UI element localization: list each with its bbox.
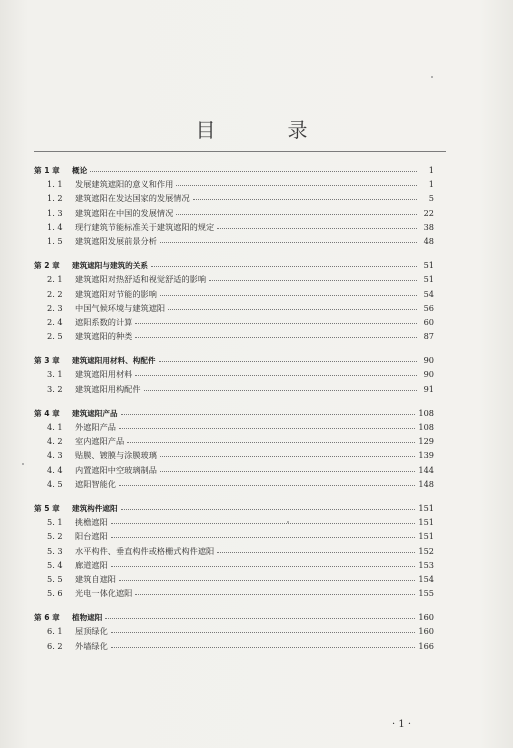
section-number: 4. 2 xyxy=(47,436,63,447)
page-ref: 54 xyxy=(423,288,434,299)
page-ref: 1 xyxy=(428,165,434,175)
dot-leader xyxy=(176,210,417,215)
page-ref: 1 xyxy=(428,179,434,190)
dot-leader xyxy=(119,576,415,581)
section-number: 6. 1 xyxy=(47,626,63,637)
page-ref: 56 xyxy=(423,302,434,313)
dot-leader xyxy=(217,548,415,553)
dot-leader xyxy=(151,262,417,267)
section-title: 光电一体化遮阳 xyxy=(75,588,133,599)
dot-leader xyxy=(159,357,417,362)
section-entry[interactable] xyxy=(34,382,434,396)
dot-leader xyxy=(119,481,415,486)
section-entry[interactable] xyxy=(34,272,434,286)
page-ref: 48 xyxy=(423,235,434,246)
chapter-title: 建筑构件遮阳 xyxy=(72,503,118,513)
page-ref: 22 xyxy=(423,207,434,218)
section-title: 现行建筑节能标准关于建筑遮阳的规定 xyxy=(75,221,215,232)
section-entry[interactable] xyxy=(34,234,434,248)
section-entry[interactable] xyxy=(34,287,434,301)
dot-leader xyxy=(160,467,415,472)
section-number: 5. 1 xyxy=(47,517,63,528)
page-ref: 155 xyxy=(418,588,434,599)
section-title: 建筑遮阳在中国的发展情况 xyxy=(75,207,174,218)
dot-leader xyxy=(135,371,417,376)
section-title: 屋顶绿化 xyxy=(75,626,108,637)
page-ref: 108 xyxy=(418,407,434,418)
section-title: 遮阳智能化 xyxy=(75,478,116,489)
chapter-number: 第 3 章 xyxy=(34,356,60,366)
dot-leader xyxy=(135,590,415,595)
page-ref: 151 xyxy=(418,502,434,513)
section-title: 阳台遮阳 xyxy=(75,531,108,542)
dot-leader xyxy=(119,424,415,429)
page-ref: 153 xyxy=(418,559,434,570)
section-title: 外墙绿化 xyxy=(75,640,108,651)
chapter-title: 建筑遮阳与建筑的关系 xyxy=(72,261,148,271)
table-of-contents xyxy=(34,163,434,663)
page-title: 目 录 xyxy=(195,118,334,142)
dot-leader xyxy=(193,195,417,200)
section-title: 建筑遮阳对节能的影响 xyxy=(75,288,157,299)
section-number: 2. 2 xyxy=(47,288,63,299)
section-entry[interactable] xyxy=(34,558,434,572)
dot-leader xyxy=(135,333,417,338)
dot-leader xyxy=(90,167,417,172)
page-ref: 166 xyxy=(418,640,434,651)
section-title: 建筑自遮阳 xyxy=(75,573,116,584)
section-entry[interactable] xyxy=(34,329,434,343)
page-ref: 91 xyxy=(423,383,434,394)
section-entry[interactable] xyxy=(34,477,434,491)
chapter-title: 植物遮阳 xyxy=(72,613,103,623)
section-entry[interactable] xyxy=(34,301,434,315)
section-entry[interactable] xyxy=(34,420,434,434)
section-number: 2. 3 xyxy=(47,302,63,313)
chapter-block xyxy=(34,163,434,248)
chapter-block xyxy=(34,501,434,600)
section-entry[interactable] xyxy=(34,434,434,448)
page-ref: 160 xyxy=(418,626,434,637)
dot-leader xyxy=(144,386,417,391)
paper-speck xyxy=(22,463,24,465)
chapter-number: 第 1 章 xyxy=(34,166,60,175)
section-title: 建筑遮阳对热舒适和视觉舒适的影响 xyxy=(75,274,207,285)
page-ref: 151 xyxy=(418,517,434,528)
dot-leader xyxy=(111,643,416,648)
section-number: 5. 2 xyxy=(47,531,63,542)
page-ref: 60 xyxy=(423,316,434,327)
section-entry[interactable] xyxy=(34,624,434,638)
dot-leader xyxy=(135,319,417,324)
section-entry[interactable] xyxy=(34,463,434,477)
section-number: 2. 1 xyxy=(47,274,63,285)
section-number: 3. 2 xyxy=(47,383,63,394)
section-number: 1. 5 xyxy=(47,235,63,246)
section-title: 建筑遮阳用构配件 xyxy=(75,383,141,394)
dot-leader xyxy=(111,519,416,524)
section-title: 建筑遮阳用材料 xyxy=(75,369,133,380)
dot-leader xyxy=(121,410,416,415)
chapter-title: 概论 xyxy=(72,166,88,175)
chapter-number: 第 2 章 xyxy=(34,261,60,271)
page-ref: 160 xyxy=(418,612,434,623)
section-entry[interactable] xyxy=(34,367,434,381)
page-ref: 154 xyxy=(418,573,434,584)
section-title: 水平构件、垂直构件或格栅式构件遮阳 xyxy=(75,545,215,556)
section-number: 5. 5 xyxy=(47,573,63,584)
chapter-block xyxy=(34,353,434,396)
section-entry[interactable] xyxy=(34,639,434,653)
section-title: 内置遮阳中空玻璃制品 xyxy=(75,464,157,475)
dot-leader xyxy=(111,533,416,538)
chapter-block xyxy=(34,258,434,343)
page-ref: 129 xyxy=(418,436,434,447)
section-title: 廊道遮阳 xyxy=(75,559,108,570)
section-number: 4. 3 xyxy=(47,450,63,461)
section-title: 贴膜、镀膜与涂膜玻璃 xyxy=(75,450,157,461)
page-ref: 152 xyxy=(418,545,434,556)
section-number: 6. 2 xyxy=(47,640,63,651)
page-ref: 151 xyxy=(418,531,434,542)
section-number: 2. 5 xyxy=(47,331,63,342)
page-ref: 108 xyxy=(418,422,434,432)
paper-speck xyxy=(431,76,433,78)
section-number: 4. 5 xyxy=(47,478,63,489)
chapter-entry[interactable] xyxy=(34,163,434,177)
dot-leader xyxy=(160,238,417,243)
chapter-block xyxy=(34,610,434,653)
page-ref: 139 xyxy=(418,450,434,461)
dot-leader xyxy=(111,628,416,633)
dot-leader xyxy=(168,305,417,310)
section-number: 5. 6 xyxy=(47,588,63,599)
chapter-number: 第 6 章 xyxy=(34,613,60,623)
section-entry[interactable] xyxy=(34,515,434,529)
section-entry[interactable] xyxy=(34,529,434,543)
chapter-block xyxy=(34,406,434,491)
section-title: 遮阳系数的计算 xyxy=(75,316,133,327)
section-number: 3. 1 xyxy=(47,369,63,380)
section-number: 1. 1 xyxy=(47,179,63,190)
page-ref: 51 xyxy=(423,260,434,271)
page-number: · 1 · xyxy=(392,719,412,730)
page-ref: 90 xyxy=(423,355,434,366)
section-title: 挑檐遮阳 xyxy=(75,517,108,528)
section-entry[interactable] xyxy=(34,315,434,329)
section-number: 5. 3 xyxy=(47,545,63,556)
section-entry[interactable] xyxy=(34,572,434,586)
section-number: 1. 4 xyxy=(47,221,63,232)
page-ref: 38 xyxy=(423,221,434,232)
page-ref: 5 xyxy=(428,193,434,204)
chapter-entry[interactable] xyxy=(34,406,434,420)
page-ref: 148 xyxy=(418,478,434,489)
section-number: 1. 3 xyxy=(47,207,63,218)
title-divider xyxy=(34,151,446,152)
section-entry[interactable] xyxy=(34,206,434,220)
section-entry[interactable] xyxy=(34,586,434,600)
section-title: 外遮阳产品 xyxy=(75,422,116,432)
dot-leader xyxy=(111,562,416,567)
section-title: 发展建筑遮阳的意义和作用 xyxy=(75,179,174,190)
section-entry[interactable] xyxy=(34,177,434,191)
chapter-entry[interactable] xyxy=(34,501,434,515)
section-entry[interactable] xyxy=(34,220,434,234)
page-ref: 87 xyxy=(423,331,434,342)
section-title: 建筑遮阳的种类 xyxy=(75,331,133,342)
section-entry[interactable] xyxy=(34,544,434,558)
chapter-entry[interactable] xyxy=(34,610,434,624)
section-number: 1. 2 xyxy=(47,193,63,204)
section-title: 建筑遮阳发展前景分析 xyxy=(75,235,157,246)
page-ref: 90 xyxy=(423,369,434,380)
dot-leader xyxy=(160,291,417,296)
section-title: 中国气候环境与建筑遮阳 xyxy=(75,302,166,313)
section-title: 室内遮阳产品 xyxy=(75,436,125,447)
section-entry[interactable] xyxy=(34,448,434,462)
page-ref: 144 xyxy=(418,464,434,475)
dot-leader xyxy=(209,276,417,281)
dot-leader xyxy=(217,224,417,229)
chapter-entry[interactable] xyxy=(34,353,434,367)
page-ref: 51 xyxy=(423,274,434,285)
chapter-number: 第 5 章 xyxy=(34,503,60,513)
dot-leader xyxy=(127,438,415,443)
chapter-number: 第 4 章 xyxy=(34,408,60,418)
dot-leader xyxy=(105,614,415,619)
chapter-title: 建筑遮阳产品 xyxy=(72,408,118,418)
dot-leader xyxy=(121,505,416,510)
section-number: 2. 4 xyxy=(47,316,63,327)
section-number: 4. 1 xyxy=(47,422,63,432)
chapter-title: 建筑遮阳用材料、构配件 xyxy=(72,356,156,366)
section-entry[interactable] xyxy=(34,191,434,205)
chapter-entry[interactable] xyxy=(34,258,434,272)
dot-leader xyxy=(176,181,417,186)
section-number: 4. 4 xyxy=(47,464,63,475)
section-title: 建筑遮阳在发达国家的发展情况 xyxy=(75,193,190,204)
dot-leader xyxy=(160,452,415,457)
section-number: 5. 4 xyxy=(47,559,63,570)
